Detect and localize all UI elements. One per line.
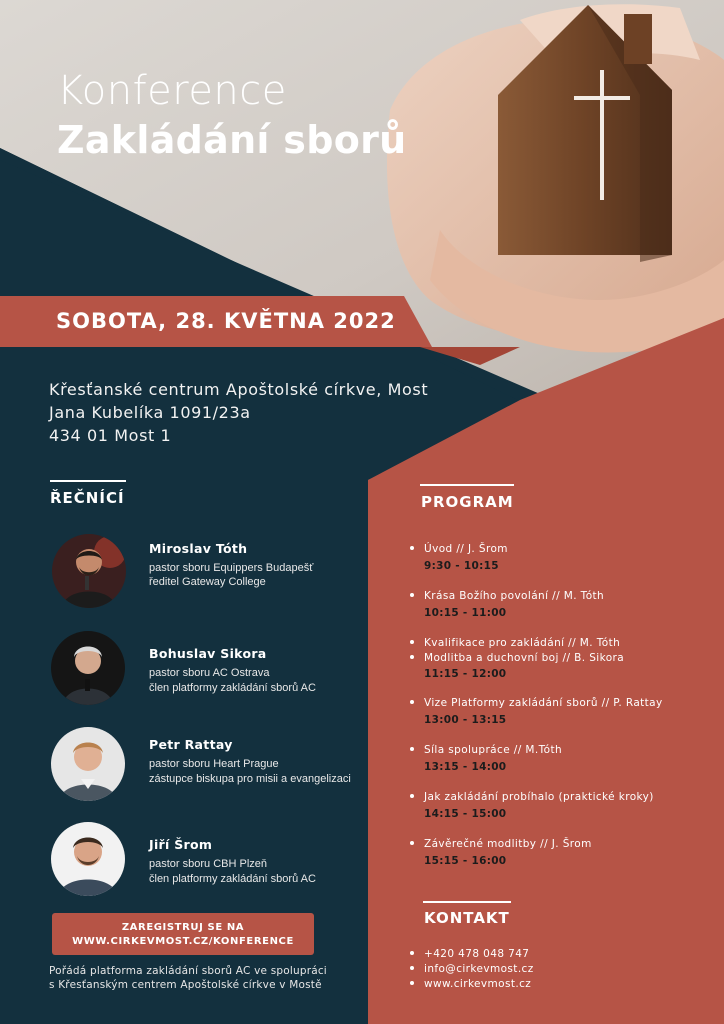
speaker-role-2b: člen platformy zakládání sborů AC — [149, 682, 316, 694]
program-item: Kvalifikace pro zakládání // M. Tóth — [410, 637, 620, 649]
speaker-photo-srom — [51, 822, 125, 896]
register-button-line1: ZAREGISTRUJ SE NA — [121, 922, 245, 933]
program-item: Závěrečné modlitby // J. Šrom — [410, 838, 592, 850]
program-item: Jak zakládání probíhalo (praktické kroky) — [410, 791, 654, 803]
contact-email[interactable]: info@cirkevmost.cz — [410, 963, 534, 975]
program-time: 9:30 - 10:15 — [424, 560, 499, 572]
program-item: Úvod // J. Šrom — [410, 543, 508, 555]
speaker-role-4b: člen platformy zakládání sborů AC — [149, 873, 316, 885]
cross-icon — [600, 70, 604, 200]
speaker-name-2: Bohuslav Sikora — [149, 646, 267, 661]
speaker-role-3b: zástupce biskupa pro misii a evangelizaci — [149, 773, 351, 785]
register-button[interactable] — [52, 913, 314, 955]
address-line-3: 434 01 Most 1 — [49, 426, 172, 445]
contact-rule — [423, 901, 511, 903]
speaker-role-4a: pastor sboru CBH Plzeň — [149, 858, 267, 870]
program-item: Krása Božího povolání // M. Tóth — [410, 590, 604, 602]
title-line-1: Konference — [57, 68, 287, 114]
event-date: SOBOTA, 28. KVĚTNA 2022 — [56, 309, 396, 333]
title-line-2: Zakládání sborů — [57, 118, 407, 162]
program-title: PROGRAM — [421, 493, 514, 511]
footer-line-1: Pořádá platforma zakládání sborů AC ve spolupráci — [49, 965, 327, 977]
program-time: 13:15 - 14:00 — [424, 761, 507, 773]
speaker-photo-rattay — [51, 727, 125, 801]
program-item: Modlitba a duchovní boj // B. Sikora — [410, 652, 624, 664]
speaker-photo-sikora — [51, 631, 125, 705]
program-item: Vize Platformy zakládání sborů // P. Rattay — [410, 697, 663, 709]
footer-line-2: s Křesťanským centrem Apoštolské církve v Mostě — [49, 979, 322, 991]
speaker-photo-toth — [52, 534, 126, 608]
program-time: 13:00 - 13:15 — [424, 714, 507, 726]
speaker-role-3a: pastor sboru Heart Prague — [149, 758, 279, 770]
register-button-line2: WWW.CIRKEVMOST.CZ/KONFERENCE — [72, 936, 294, 947]
speaker-name-1: Miroslav Tóth — [149, 541, 248, 556]
contact-title: KONTAKT — [424, 909, 510, 927]
contact-web[interactable]: www.cirkevmost.cz — [410, 978, 531, 990]
speaker-role-2a: pastor sboru AC Ostrava — [149, 667, 270, 679]
program-item: Síla spolupráce // M.Tóth — [410, 744, 562, 756]
speaker-role-1a: pastor sboru Equippers Budapešť — [149, 562, 314, 574]
address-line-2: Jana Kubelíka 1091/23a — [49, 403, 251, 422]
speakers-rule — [50, 480, 126, 482]
address-line-1: Křesťanské centrum Apoštolské církve, Most — [49, 380, 429, 399]
program-time: 15:15 - 16:00 — [424, 855, 507, 867]
program-time: 11:15 - 12:00 — [424, 668, 507, 680]
program-time: 14:15 - 15:00 — [424, 808, 507, 820]
program-time: 10:15 - 11:00 — [424, 607, 507, 619]
speakers-title: ŘEČNÍCÍ — [50, 489, 125, 507]
speaker-name-3: Petr Rattay — [149, 737, 233, 752]
contact-phone[interactable]: +420 478 048 747 — [410, 948, 529, 960]
program-rule — [420, 484, 514, 486]
speaker-name-4: Jiří Šrom — [149, 837, 213, 852]
speaker-role-1b: ředitel Gateway College — [149, 576, 266, 588]
